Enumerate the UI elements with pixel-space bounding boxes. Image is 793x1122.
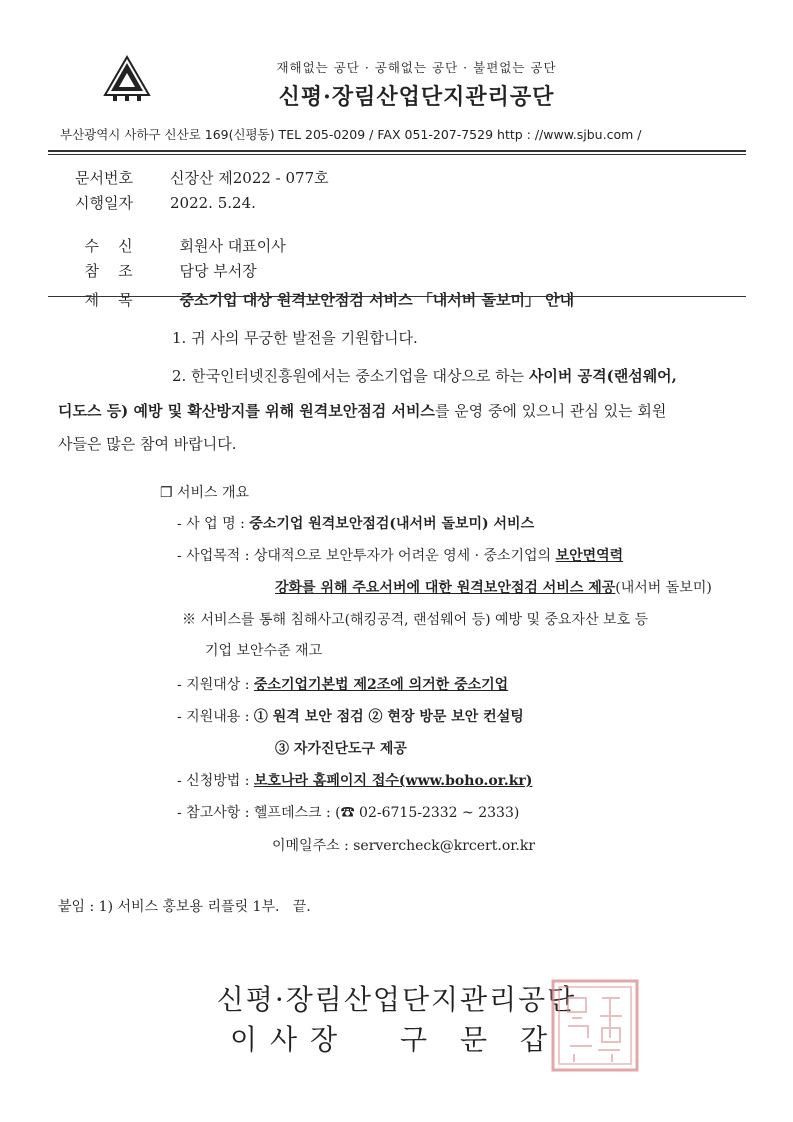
meta-value: 2022. 5.24. [170, 194, 256, 212]
service-apply-row [177, 770, 532, 790]
attachment-line: 붙임 : 1) 서비스 홍보용 리플릿 1부. 끝. [58, 899, 311, 915]
meta-value: 중소기업 대상 원격보안점검 서비스 「내서버 돌보미」 안내 [179, 291, 575, 309]
sig-char: 갑 [520, 1023, 548, 1056]
item-value: 상대적으로 보안투자가 어려운 영세 · 중소기업의 [253, 548, 556, 564]
meta-value: 회원사 대표이사 [179, 237, 286, 255]
meta-label: 제 목 [84, 291, 133, 309]
header-divider-thin [48, 154, 746, 155]
official-seal-icon [550, 978, 640, 1073]
paragraph-1: 1. 귀 사의 무궁한 발전을 기원합니다. [172, 329, 418, 347]
organization-title: 신평·장림산업단지관리공단 [278, 84, 555, 110]
item-label: - 사 업 명 : [177, 516, 245, 532]
item-value: 헬프데스크 : (☎ 02-6715-2332 ~ 2333) [253, 805, 520, 821]
signature-title [230, 1018, 560, 1058]
meta-value: 담당 부서장 [179, 262, 257, 280]
item-value-underlined: 중소기업기본법 제2조에 의거한 중소기업 [253, 677, 509, 693]
service-note-1: ※ 서비스를 통해 침해사고(해킹공격, 랜섬웨어 등) 예방 및 중요자산 보호 등 [182, 612, 649, 628]
item-label: - 사업목적 : [177, 548, 250, 564]
meta-subject [75, 271, 574, 310]
meta-label: 참 조 [84, 262, 133, 280]
text-span-bold: 디도스 등) 예방 및 확산방지를 위해 원격보안점검 서비스 [58, 402, 435, 420]
item-value: 중소기업 원격보안점검(내서버 돌보미) 서비스 [249, 516, 535, 532]
paragraph-2-line-1 [172, 365, 677, 386]
service-ref-row [177, 802, 519, 822]
address-line: 부산광역시 사하구 신산로 169(신평동) TEL 205-0209 / FAX 051-207-7529 http : //www.sjbu.com / [60, 127, 642, 142]
service-target-row [177, 674, 508, 694]
header-divider [48, 150, 746, 152]
meta-doc-number [75, 167, 329, 188]
text-span-bold: 사이버 공격(랜섬웨어, [528, 367, 677, 385]
paragraph-2-line-2 [58, 400, 666, 421]
item-label: - 참고사항 : [177, 805, 250, 821]
item-label: - 신청방법 : [177, 773, 250, 789]
item-value-underlined: 보호나라 홈페이지 접수(www.boho.or.kr) [253, 773, 533, 789]
item-value-underlined: 강화를 위해 주요서버에 대한 원격보안점검 서비스 제공 [275, 580, 616, 596]
slogan: 재해없는 공단 · 공해없는 공단 · 불편없는 공단 [276, 60, 557, 75]
item-value: ① 원격 보안 점검 ② 현장 방문 보안 컨설팅 [253, 709, 524, 725]
sig-char: 사 [270, 1023, 298, 1056]
item-label: - 지원내용 : [177, 709, 250, 725]
meta-label: 문서번호 [75, 169, 133, 187]
signature-organization: 신평·장림산업단지관리공단 [216, 983, 577, 1016]
text-span: 를 운영 중에 있으니 관심 있는 회원 [434, 402, 667, 420]
item-label: - 지원대상 : [177, 677, 250, 693]
service-ref-row-2: 이메일주소 : servercheck@krcert.or.kr [272, 838, 536, 854]
service-heading: ❒ 서비스 개요 [160, 485, 250, 501]
service-note-2: 기업 보안수준 재고 [205, 643, 323, 659]
meta-label: 시행일자 [75, 194, 133, 212]
meta-date [75, 192, 256, 213]
meta-divider [48, 296, 746, 297]
sig-char: 이 [230, 1023, 258, 1056]
item-value: (내서버 돌보미) [615, 580, 712, 596]
sig-char: 장 [310, 1023, 338, 1056]
service-content-row [177, 706, 524, 726]
meta-label: 수 신 [84, 237, 133, 255]
service-purpose-row [177, 545, 623, 565]
text-span: 2. 한국인터넷진흥원에서는 중소기업을 대상으로 하는 [172, 367, 529, 385]
item-value-underlined: 보안면역력 [555, 548, 624, 564]
service-purpose-row-2 [275, 577, 712, 597]
service-content-row-2: ③ 자가진단도구 제공 [275, 741, 407, 757]
paragraph-2-line-3: 사들은 많은 참여 바랍니다. [58, 435, 237, 453]
meta-value: 신장산 제2022 - 077호 [170, 169, 329, 187]
service-name-row [177, 513, 534, 533]
sig-char: 문 [460, 1023, 488, 1056]
sig-char: 구 [400, 1023, 428, 1056]
